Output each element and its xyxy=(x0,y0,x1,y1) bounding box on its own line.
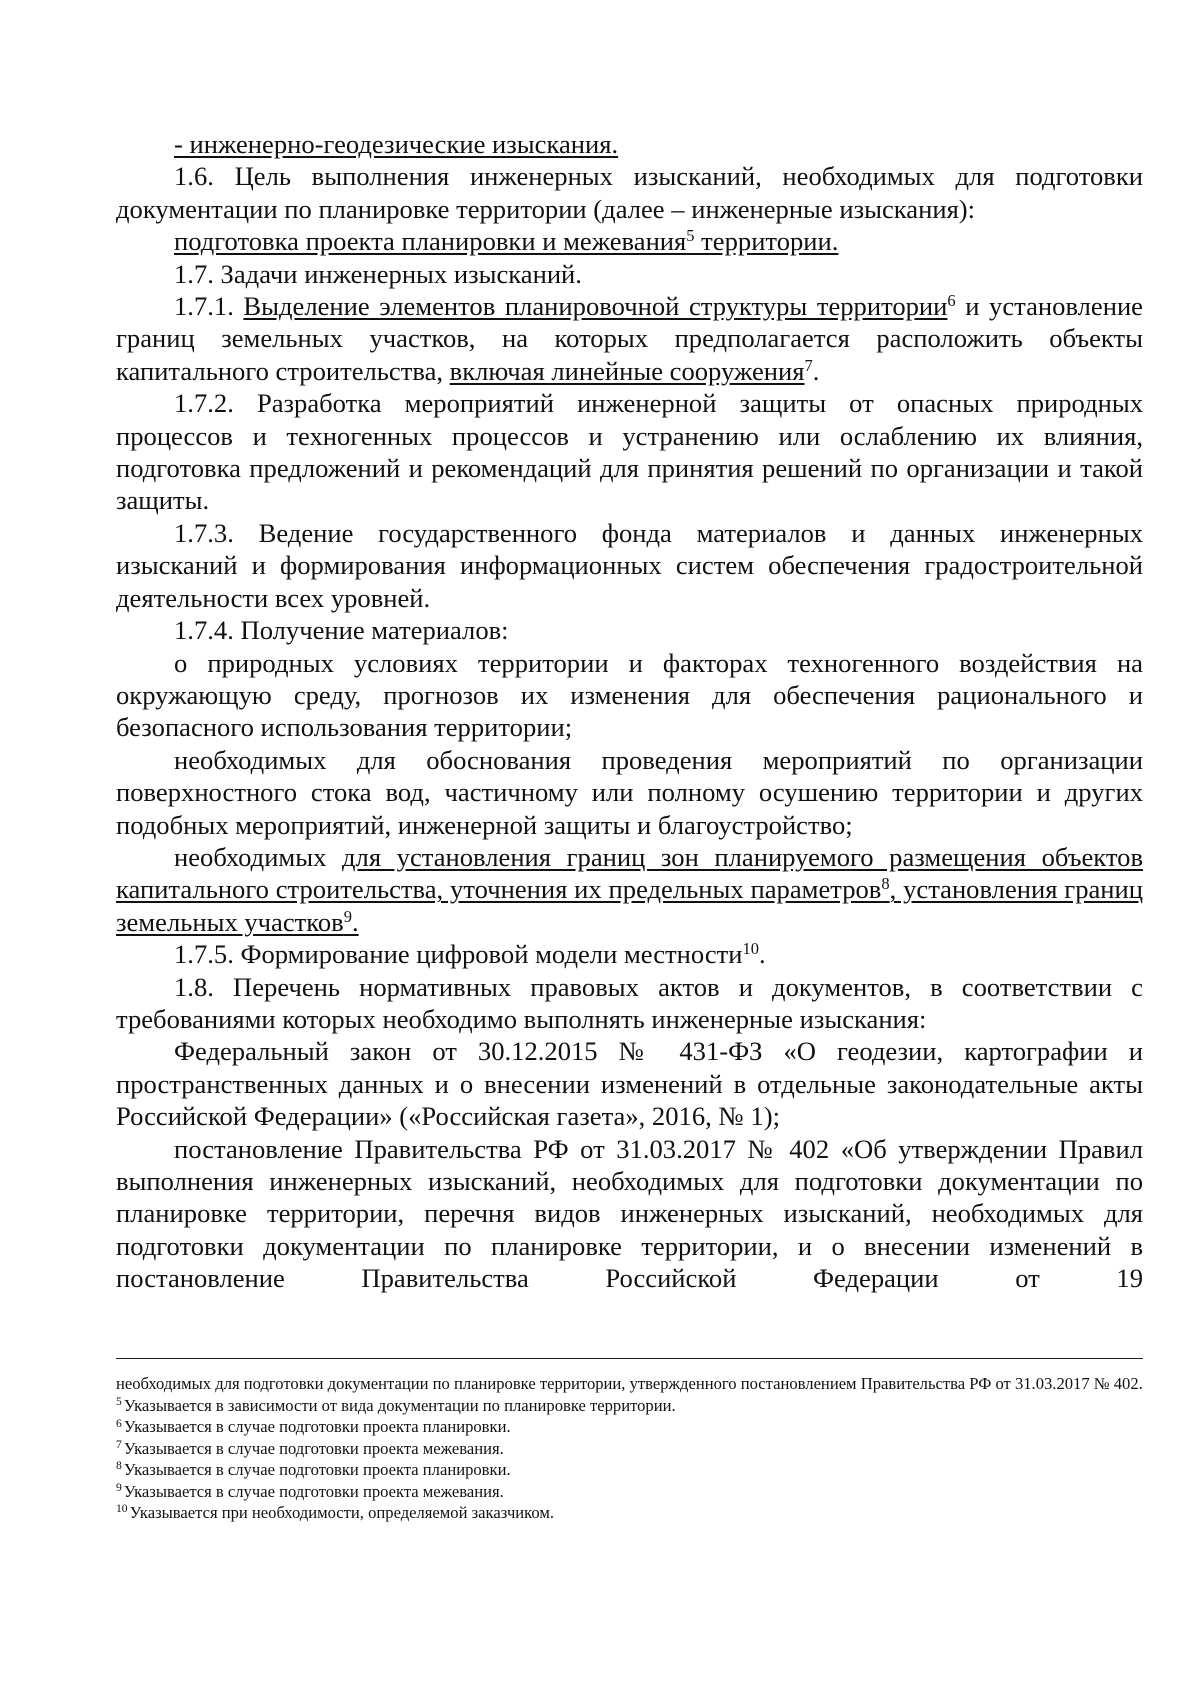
paragraph-natural-conditions: о природных условиях территории и факторах техногенного воздействия на окружающую среду, прогнозов их изменения для обеспечения рационального и безопасного использования территории; xyxy=(116,647,1143,743)
footnote-divider xyxy=(116,1358,1143,1359)
paragraph-geodesic: - инженерно-геодезические изыскания. xyxy=(174,129,619,159)
footnote-6: $^6$ Указывается в случае подготовки проекта планировки. xyxy=(116,1416,511,1437)
document-body xyxy=(116,128,1143,1295)
paragraph-goal: подготовка проекта планировки и межевания$^5$ территории. xyxy=(174,226,839,257)
footnote-ref-6: 6 xyxy=(947,290,956,310)
paragraph-1-7-4: 1.7.4. Получение материалов: xyxy=(174,615,509,646)
footnote-10: $^{10}$ Указывается при необходимости, определяемой заказчиком. xyxy=(116,1502,555,1523)
footnote-7: $^7$ Указывается в случае подготовки проекта межевания. xyxy=(116,1438,504,1458)
footnote-ref-7: 7 xyxy=(804,355,813,375)
footnote-continuation: необходимых для подготовки документации по планировке территории, утвержденного постановлением Правительства РФ от 31.03.2017 № 402. xyxy=(116,1374,1143,1393)
footnotes xyxy=(116,1358,1143,1523)
paragraph-1-6: 1.6. Цель выполнения инженерных изысканий, необходимых для подготовки документации по планировке территории (далее – инженерные изыскания): xyxy=(116,161,1143,224)
paragraph-government-decree: постановление Правительства РФ от 31.03.2017 № 402 «Об утверждении Правил выполнения инженерных изысканий, необходимых для подготовки документации по планировке территории, перечня видов инженерных изысканий, необходимых для подготовки документации по планировке территории, и о внесении изменений в постановление Правительства Российской Федерации от 19 xyxy=(116,1133,1143,1294)
footnote-8: $^8$ Указывается в случае подготовки проекта планировки. xyxy=(116,1459,511,1480)
footnote-9: $^9$ Указывается в случае подготовки проекта межевания. xyxy=(116,1480,504,1501)
paragraph-federal-law: Федеральный закон от 30.12.2015 № 431-ФЗ «О геодезии, картографии и пространственных данных и о внесении изменений в отдельные законодательные акты Российской Федерации» («Российская газета», 2016, № 1); xyxy=(116,1036,1143,1132)
paragraph-1-7-3: 1.7.3. Ведение государственного фонда материалов и данных инженерных изысканий и формирования информационных систем обеспечения градостроительной деятельности всех уровней. xyxy=(116,517,1143,613)
paragraph-1-7-1: 1.7.1. Выделение элементов планировочной структуры территории$^6$ и установление границ земельных участков, на которых предполагается расположить объекты капитального строительства, включая линейные сооружения$^7$. xyxy=(116,290,1143,386)
footnote-5: $^5$ Указывается в зависимости от вида документации по планировке территории. xyxy=(116,1395,676,1415)
paragraph-1-8: 1.8. Перечень нормативных правовых актов и документов, в соответствии с требованиями которых необходимо выполнять инженерные изыскания: xyxy=(116,971,1143,1034)
paragraph-1-7-5: 1.7.5. Формирование цифровой модели местности$^{10}$. xyxy=(174,939,766,970)
footnote-ref-5: 5 xyxy=(686,226,695,246)
footnote-ref-8: 8 xyxy=(881,874,890,894)
footnote-ref-9: 9 xyxy=(343,906,352,926)
paragraph-runoff: необходимых для обоснования проведения мероприятий по организации поверхностного стока вод, частичному или полному осушению территории и других подобных мероприятий, инженерной защиты и благоустройство; xyxy=(116,744,1143,840)
paragraph-boundaries: необходимых для установления границ зон планируемого размещения объектов капитального строительства, уточнения их предельных параметров$^8$, установления границ земельных участков$^9$. xyxy=(116,841,1143,937)
paragraph-1-7-2: 1.7.2. Разработка мероприятий инженерной защиты от опасных природных процессов и техногенных процессов и устранению или ослаблению их влияния, подготовка предложений и рекомендаций для принятия решений по организации и такой защиты. xyxy=(116,388,1143,516)
footnote-ref-10: 10 xyxy=(742,939,760,959)
paragraph-1-7: 1.7. Задачи инженерных изысканий. xyxy=(174,258,582,289)
